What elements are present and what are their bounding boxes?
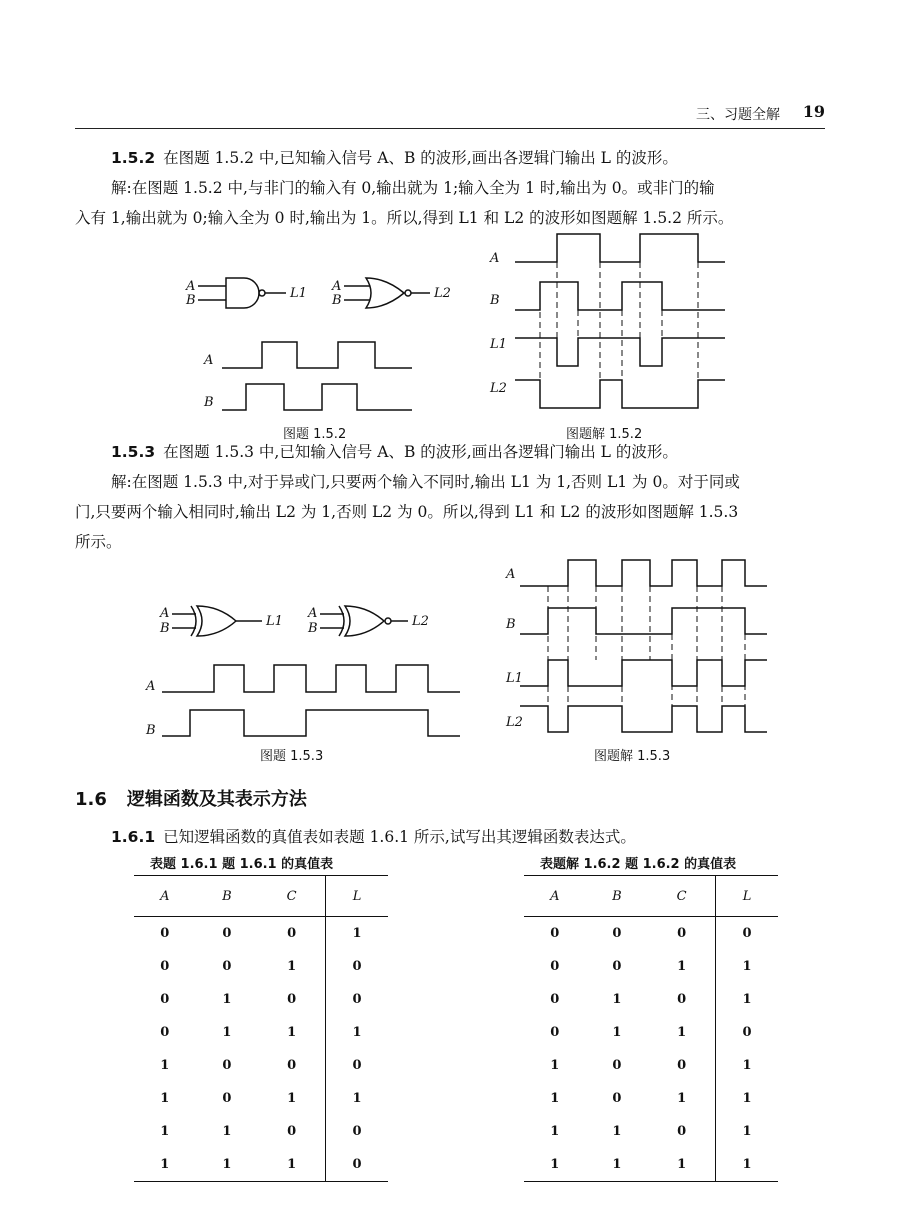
answer-line: 解:在图题 1.5.2 中,与非门的输入有 0,输出就为 1;输入全为 1 时,输出为 0。或非门的输 [111, 179, 715, 197]
table-row [134, 1016, 388, 1049]
table-cell: 0 [287, 992, 297, 1007]
fig153-wave-label-b: B [146, 723, 156, 738]
fig153-gate2-label-b: B [308, 621, 318, 636]
table-cell: 0 [326, 983, 388, 1016]
sol-guide-lines [540, 262, 698, 380]
column-header: A [134, 876, 196, 917]
sol-guide-lines [548, 586, 745, 706]
table-cell: 1 [716, 1115, 778, 1148]
table-row [134, 1148, 388, 1182]
column-header: A [524, 876, 586, 917]
problem-number: 1.6.1 [111, 828, 156, 846]
table-row [134, 950, 388, 983]
fig152-gate2-label-b: B [332, 293, 342, 308]
table-cell: 0 [160, 1025, 170, 1040]
table-cell: 0 [716, 917, 778, 951]
sol152-label-l1: L1 [490, 337, 507, 352]
table-cell: 0 [222, 1091, 232, 1106]
xnor-gate-icon [320, 606, 408, 636]
figure-caption: 图题解 1.5.2 [566, 427, 643, 442]
table-cell: 0 [612, 926, 622, 941]
table-row [524, 1148, 778, 1182]
problem-question: 在图题 1.5.3 中,已知输入信号 A、B 的波形,画出各逻辑门输出 L 的波形。 [163, 443, 678, 461]
table-cell: 0 [160, 959, 170, 974]
figure-caption: 图题解 1.5.3 [594, 749, 671, 764]
fig153-gate-label-a: A [160, 606, 170, 621]
table-cell: 1 [134, 1148, 196, 1182]
table-cell: 0 [677, 992, 687, 1007]
table-row [524, 1082, 778, 1115]
table-cell: 0 [326, 950, 388, 983]
fig152-wave-label-b: B [204, 395, 214, 410]
table-cell: 0 [612, 1091, 622, 1106]
table-cell: 1 [258, 1148, 325, 1182]
section-heading [75, 785, 307, 811]
table-cell: 0 [287, 1058, 297, 1073]
sol-waveform-a [515, 234, 725, 262]
table-cell: 1 [612, 1025, 622, 1040]
table-cell: 1 [648, 1148, 715, 1182]
sol153-label-b: B [506, 617, 516, 632]
table-cell: 1 [677, 1025, 687, 1040]
table-cell: 0 [550, 992, 560, 1007]
table-cell: 0 [160, 992, 170, 1007]
table-cell: 1 [550, 1124, 560, 1139]
sol-waveform-l1 [520, 660, 767, 686]
fig152-gate-label-b: B [186, 293, 196, 308]
figure-caption: 图题 1.5.3 [260, 749, 324, 764]
table-row [524, 1016, 778, 1049]
answer-line: 门,只要两个输入相同时,输出 L2 为 1,否则 L2 为 0。所以,得到 L1 和 L2 的波形如图题解 1.5.3 [75, 503, 739, 521]
fig152-gate2-label-a: A [332, 279, 342, 294]
sol152-label-l2: L2 [490, 381, 507, 396]
sol-waveform-l1 [515, 338, 725, 366]
table-cell: 1 [716, 950, 778, 983]
sol-waveform-a [520, 560, 767, 586]
waveform-a [162, 665, 460, 692]
table-cell: 1 [550, 1058, 560, 1073]
table-cell: 1 [612, 992, 622, 1007]
truth-table [134, 875, 388, 1182]
table-cell: 0 [550, 959, 560, 974]
problem-number: 1.5.2 [111, 149, 156, 167]
problem-question: 已知逻辑函数的真值表如表题 1.6.1 所示,试写出其逻辑函数表达式。 [163, 828, 636, 846]
table-cell: 0 [550, 926, 560, 941]
sol153-label-a: A [506, 567, 516, 582]
table-row [524, 1115, 778, 1148]
sol152-label-b: B [490, 293, 500, 308]
table-cell: 1 [326, 1016, 388, 1049]
table-cell: 0 [677, 1058, 687, 1073]
fig153-gate-label-b: B [160, 621, 170, 636]
table-cell: 1 [586, 1148, 649, 1182]
table-cell: 1 [326, 1082, 388, 1115]
table-cell: 1 [222, 992, 232, 1007]
table-cell: 1 [196, 1148, 259, 1182]
sol153-label-l1: L1 [506, 671, 523, 686]
table-cell: 1 [287, 1025, 297, 1040]
table-cell: 1 [716, 1049, 778, 1082]
problem-number: 1.5.3 [111, 443, 156, 461]
column-header: B [196, 876, 259, 917]
table-cell: 1 [716, 1082, 778, 1115]
table-cell: 1 [716, 1148, 778, 1182]
answer-line: 入有 1,输出就为 0;输入全为 0 时,输出为 1。所以,得到 L1 和 L2 的波形如图题解 1.5.2 所示。 [75, 209, 734, 227]
table-cell: 0 [550, 1025, 560, 1040]
section-number: 1.6 [75, 789, 107, 810]
waveform-b [162, 710, 460, 736]
table-row [524, 950, 778, 983]
page-number: 19 [802, 102, 825, 121]
problem-1-5-3 [75, 437, 835, 557]
waveform-b [222, 384, 412, 410]
table-cell: 1 [287, 959, 297, 974]
table-cell: 0 [612, 1058, 622, 1073]
problem-1-6-1 [75, 822, 835, 852]
table-cell: 1 [160, 1124, 170, 1139]
figure-caption: 图题 1.5.2 [283, 427, 347, 442]
fig152-wave-label-a: A [204, 353, 214, 368]
table-cell: 0 [222, 1058, 232, 1073]
sol152-label-a: A [490, 251, 500, 266]
table-row [524, 917, 778, 951]
sol-waveform-b [520, 608, 767, 634]
table-row [134, 983, 388, 1016]
fig153-wave-label-a: A [146, 679, 156, 694]
sol-waveform-l2 [515, 380, 725, 408]
table-row [524, 983, 778, 1016]
table-row [134, 1115, 388, 1148]
table-cell: 0 [326, 1148, 388, 1182]
column-header: C [648, 876, 715, 917]
running-section-title: 三、习题全解 [696, 107, 780, 123]
table-cell: 0 [160, 926, 170, 941]
problem-question: 在图题 1.5.2 中,已知输入信号 A、B 的波形,画出各逻辑门输出 L 的波形。 [163, 149, 678, 167]
waveform-a [222, 342, 412, 368]
fig152-label-l1: L1 [290, 286, 307, 301]
fig153-label-l2: L2 [412, 614, 429, 629]
table-cell: 0 [287, 926, 297, 941]
column-header: B [586, 876, 649, 917]
table-cell: 0 [326, 1115, 388, 1148]
sol-waveform-l2 [520, 706, 767, 732]
column-header: C [258, 876, 325, 917]
table-cell: 1 [160, 1058, 170, 1073]
fig152-label-l2: L2 [434, 286, 451, 301]
table-cell: 1 [222, 1025, 232, 1040]
nand-gate-icon [198, 278, 286, 308]
table-cell: 1 [222, 1124, 232, 1139]
table-cell: 0 [287, 1124, 297, 1139]
fig153-gate2-label-a: A [308, 606, 318, 621]
table-title: 表题解 1.6.2 题 1.6.2 的真值表 [540, 857, 737, 872]
answer-line: 所示。 [75, 533, 122, 551]
table-cell: 1 [326, 917, 388, 951]
table-cell: 0 [677, 926, 687, 941]
table-cell: 1 [677, 1091, 687, 1106]
table-cell: 1 [612, 1124, 622, 1139]
table-cell: 0 [222, 926, 232, 941]
sol153-label-l2: L2 [506, 715, 523, 730]
fig153-label-l1: L1 [266, 614, 283, 629]
column-header: L [326, 876, 388, 917]
table-cell: 0 [677, 1124, 687, 1139]
section-title: 逻辑函数及其表示方法 [126, 789, 307, 810]
table-cell: 1 [524, 1148, 586, 1182]
table-cell: 1 [550, 1091, 560, 1106]
table-cell: 0 [716, 1016, 778, 1049]
table-cell: 0 [222, 959, 232, 974]
nor-gate-icon [344, 278, 430, 308]
table-cell: 1 [287, 1091, 297, 1106]
table-row [524, 1049, 778, 1082]
table-cell: 0 [612, 959, 622, 974]
table-row [134, 1049, 388, 1082]
table-row [134, 1082, 388, 1115]
answer-line: 解:在图题 1.5.3 中,对于异或门,只要两个输入不同时,输出 L1 为 1,否则 L1 为 0。对于同或 [111, 473, 740, 491]
table-cell: 1 [677, 959, 687, 974]
xor-gate-icon [172, 606, 262, 636]
table-cell: 1 [160, 1091, 170, 1106]
fig152-gate-label-a: A [186, 279, 196, 294]
table-row [134, 917, 388, 951]
truth-table [524, 875, 778, 1182]
table-cell: 1 [716, 983, 778, 1016]
table-cell: 0 [326, 1049, 388, 1082]
sol-waveform-b [515, 282, 725, 310]
table-title: 表题 1.6.1 题 1.6.1 的真值表 [150, 857, 334, 872]
column-header: L [716, 876, 778, 917]
